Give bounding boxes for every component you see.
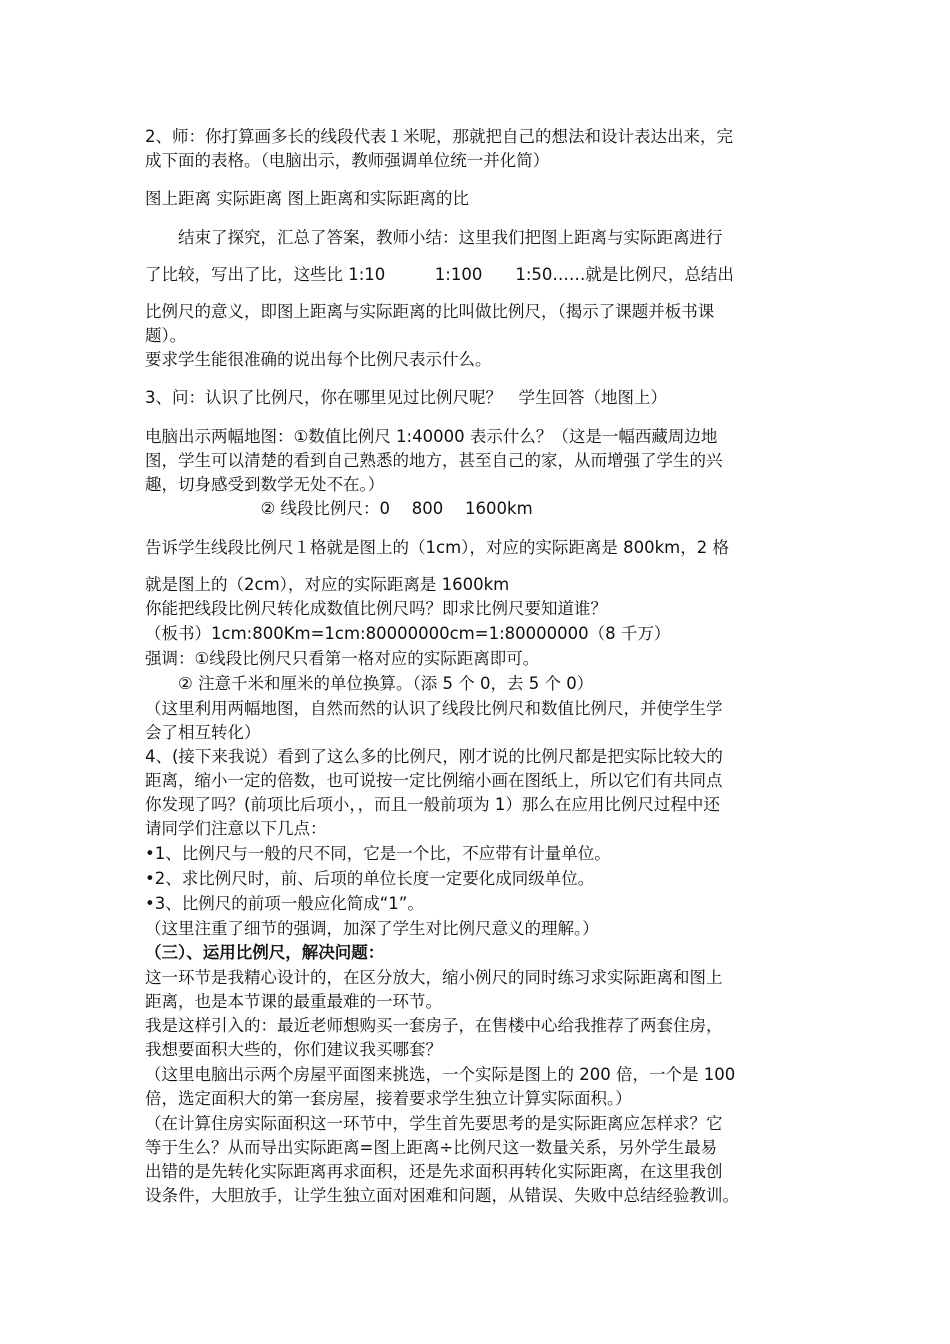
paragraph-line: 设条件，大胆放手，让学生独立面对困难和问题，从错误、失败中总结经验教训。 (145, 1186, 739, 1205)
paragraph-line: 我是这样引入的：最近老师想购买一套房子，在售楼中心给我推荐了两套住房， (145, 1016, 723, 1035)
paragraph-line: 这一环节是我精心设计的，在区分放大，缩小例尺的同时练习求实际距离和图上 (145, 968, 723, 987)
paragraph-line: 成下面的表格。（电脑出示，教师强调单位统一并化简） (145, 151, 550, 170)
paragraph-line: 距离，缩小一定的倍数，也可说按一定比例缩小画在图纸上，所以它们有共同点 (145, 771, 723, 790)
paragraph-line: 倍，选定面积大的第一套房屋，接着要求学生独立计算实际面积。） (145, 1089, 632, 1108)
paragraph-line: 你发现了吗？(前项比后项小，，而且一般前项为 1）那么在应用比例尺过程中还 (145, 795, 720, 814)
paragraph-line: 等于生么？从而导出实际距离=图上距离÷比例尺这一数量关系，另外学生最易 (145, 1138, 718, 1157)
paragraph-line: ② 注意千米和厘米的单位换算。（添 5 个 0，去 5 个 0） (145, 674, 594, 693)
paragraph-line: 图，学生可以清楚的看到自己熟悉的地方，甚至自己的家，从而增强了学生的兴 (145, 451, 723, 470)
paragraph-line: 强调：①线段比例尺只看第一格对应的实际距离即可。 (145, 649, 540, 668)
paragraph-line: 要求学生能很准确的说出每个比例尺表示什么。 (145, 350, 492, 369)
paragraph-line: （这里利用两幅地图，自然而然的认识了线段比例尺和数值比例尺，并使学生学 (145, 699, 723, 718)
paragraph-line: 3、问：认识了比例尺，你在哪里见过比例尺呢？ 学生回答（地图上） (145, 388, 667, 407)
paragraph-line: （这里注重了细节的强调，加深了学生对比例尺意义的理解。） (145, 919, 599, 938)
paragraph-line: 请同学们注意以下几点： (145, 819, 327, 838)
paragraph-line: 比例尺的意义，即图上距离与实际距离的比叫做比例尺，（揭示了课题并板书课 (145, 302, 715, 321)
list-item: •2、求比例尺时，前、后项的单位长度一定要化成同级单位。 (145, 869, 595, 888)
paragraph-line: 距离，也是本节课的最重最难的一环节。 (145, 992, 442, 1011)
paragraph-line: 我想要面积大些的，你们建议我买哪套？ (145, 1040, 442, 1059)
paragraph-line: 你能把线段比例尺转化成数值比例尺吗？即求比例尺要知道谁？ (145, 599, 607, 618)
paragraph-line: 题）。 (145, 326, 187, 345)
paragraph-line: 就是图上的（2cm），对应的实际距离是 1600km (145, 575, 510, 594)
section-heading: （三）、运用比例尺，解决问题： (145, 943, 385, 962)
table-header-line: 图上距离 实际距离 图上距离和实际距离的比 (145, 189, 469, 208)
paragraph-line: 2、师：你打算画多长的线段代表１米呢，那就把自己的想法和设计表达出来，完 (145, 127, 733, 146)
paragraph-line: 会了相互转化） (145, 723, 261, 742)
paragraph-line: 结束了探究，汇总了答案，教师小结：这里我们把图上距离与实际距离进行 (145, 228, 723, 247)
paragraph-line: 电脑出示两幅地图：①数值比例尺 1:40000 表示什么？（这是一幅西藏周边地 (145, 427, 718, 446)
paragraph-line: 4、(接下来我说）看到了这么多的比例尺，刚才说的比例尺都是把实际比较大的 (145, 747, 723, 766)
list-item: •1、比例尺与一般的尺不同，它是一个比，不应带有计量单位。 (145, 844, 611, 863)
list-item: •3、比例尺的前项一般应化简成“1”。 (145, 894, 424, 913)
paragraph-line: ② 线段比例尺：0 800 1600km (145, 499, 533, 518)
paragraph-line: （在计算住房实际面积这一环节中，学生首先要思考的是实际距离应怎样求？它 (145, 1114, 723, 1133)
paragraph-line: （这里电脑出示两个房屋平面图来挑选，一个实际是图上的 200 倍，一个是 100 (145, 1065, 736, 1084)
paragraph-line: 出错的是先转化实际距离再求面积，还是先求面积再转化实际距离，在这里我创 (145, 1162, 723, 1181)
paragraph-line: 趣，切身感受到数学无处不在。） (145, 475, 385, 494)
paragraph-line: 告诉学生线段比例尺１格就是图上的（1cm），对应的实际距离是 800km，2 格 (145, 538, 730, 557)
paragraph-line: 了比较，写出了比，这些比 1:10 1:100 1:50……就是比例尺，总结出 (145, 265, 734, 284)
paragraph-line: （板书）1cm:800Km=1cm:80000000cm=1:80000000（8 千万） (145, 624, 671, 643)
